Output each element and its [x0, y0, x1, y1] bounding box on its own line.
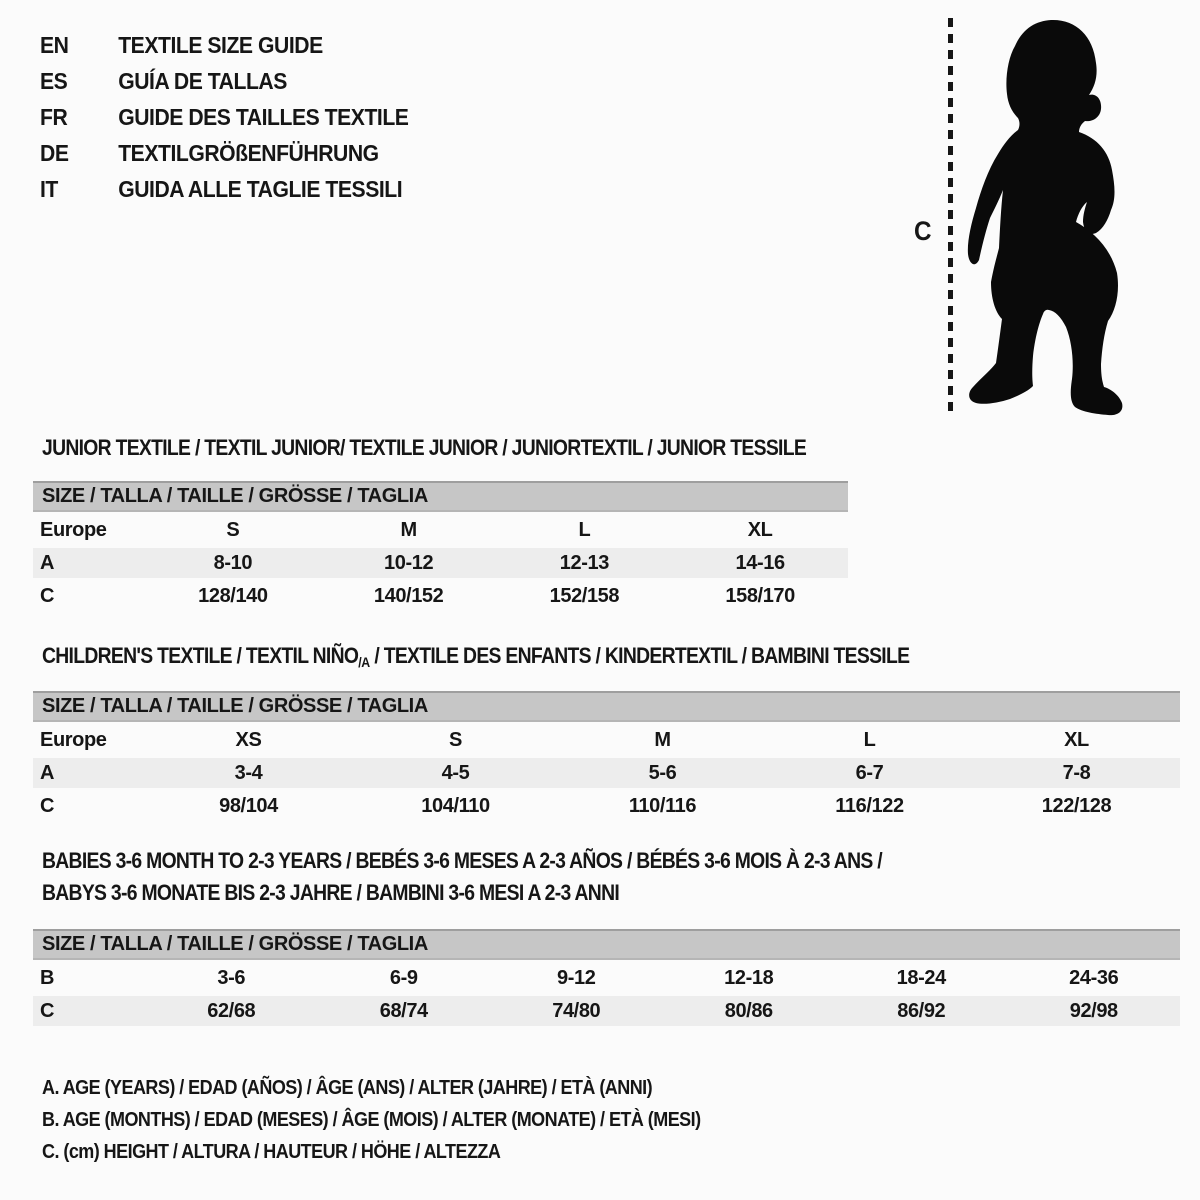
table-row [33, 515, 848, 545]
legend-line-b: B. AGE (MONTHS) / EDAD (MESES) / ÂGE (MOIS) / ALTER (MONATE) / ETÀ (MESI) [42, 1108, 701, 1131]
language-row [40, 171, 408, 207]
table-row [33, 581, 848, 611]
language-code: IT [40, 175, 58, 202]
size-cell: 68/74 [379, 999, 428, 1022]
section-title-children-prefix: CHILDREN'S TEXTILE / TEXTIL NIÑO [42, 643, 359, 668]
language-label: TEXTILGRÖßENFÜHRUNG [118, 139, 379, 166]
size-cell: 4-5 [441, 761, 470, 784]
size-cell: 140/152 [373, 584, 444, 607]
size-cell: 122/128 [1041, 794, 1112, 817]
section-title-children [42, 643, 909, 669]
size-header-band: SIZE / TALLA / TAILLE / GRÖSSE / TAGLIA [33, 929, 1180, 960]
size-cell: S [226, 518, 240, 541]
table-row [33, 963, 1180, 993]
height-marker-label: C [914, 216, 932, 246]
size-cell: 12-18 [724, 966, 774, 989]
size-header-band: SIZE / TALLA / TAILLE / GRÖSSE / TAGLIA [33, 481, 848, 512]
size-cell: 74/80 [552, 999, 601, 1022]
baby-silhouette-icon [956, 18, 1138, 420]
language-label: GUIDE DES TAILLES TEXTILE [118, 103, 409, 130]
row-label: Europe [40, 518, 107, 541]
language-row [40, 99, 408, 135]
section-title-babies-line1: BABIES 3-6 MONTH TO 2-3 YEARS / BEBÉS 3-6 MESES A 2-3 AÑOS / BÉBÉS 3-6 MOIS À 2-3 ANS / [42, 848, 882, 873]
size-cell: M [400, 518, 417, 541]
size-table-children [33, 691, 1180, 821]
section-title-children-suffix: / TEXTILE DES ENFANTS / KINDERTEXTIL / BAMBINI TESSILE [369, 643, 910, 668]
language-code: EN [40, 31, 69, 58]
size-cell: 3-4 [234, 761, 263, 784]
size-cell: XS [235, 728, 262, 751]
size-cell: 80/86 [724, 999, 773, 1022]
size-cell: 86/92 [897, 999, 946, 1022]
size-cell: 7-8 [1062, 761, 1091, 784]
size-cell: 128/140 [198, 584, 268, 607]
size-table-babies [33, 929, 1180, 1026]
language-code: FR [40, 103, 68, 130]
section-title-junior: JUNIOR TEXTILE / TEXTIL JUNIOR/ TEXTILE JUNIOR / JUNIORTEXTIL / JUNIOR TESSILE [42, 435, 807, 460]
size-cell: XL [1064, 728, 1089, 751]
language-label: GUIDA ALLE TAGLIE TESSILI [118, 175, 403, 202]
language-label: TEXTILE SIZE GUIDE [118, 31, 323, 58]
size-cell: 6-9 [389, 966, 418, 989]
size-table-junior [33, 481, 848, 611]
legend-line-a: A. AGE (YEARS) / EDAD (AÑOS) / ÂGE (ANS) / ALTER (JAHRE) / ETÀ (ANNI) [42, 1076, 653, 1099]
row-label: C [40, 794, 55, 817]
size-cell: 3-6 [217, 966, 246, 989]
size-cell: L [863, 728, 876, 751]
section-title-children-subscript: /A [358, 654, 370, 670]
table-row [33, 725, 1180, 755]
table-row [33, 758, 1180, 788]
size-cell: 8-10 [213, 551, 253, 574]
size-cell: 158/170 [725, 584, 795, 607]
size-cell: 18-24 [896, 966, 946, 989]
language-row [40, 135, 408, 171]
size-cell: 5-6 [648, 761, 677, 784]
row-label: A [40, 551, 55, 574]
size-cell: 116/122 [835, 794, 904, 817]
row-label: C [40, 999, 55, 1022]
size-cell: 104/110 [421, 794, 490, 817]
size-cell: 10-12 [384, 551, 434, 574]
size-cell: 98/104 [219, 794, 278, 817]
size-cell: 14-16 [735, 551, 785, 574]
legend-line-c: C. (cm) HEIGHT / ALTURA / HAUTEUR / HÖHE / ALTEZZA [42, 1140, 501, 1163]
size-cell: 9-12 [557, 966, 596, 989]
section-title-babies-line2: BABYS 3-6 MONATE BIS 2-3 JAHRE / BAMBINI 3-6 MESI A 2-3 ANNI [42, 880, 620, 905]
language-row [40, 63, 408, 99]
row-label: A [40, 761, 55, 784]
row-label: C [40, 584, 55, 607]
size-cell: 152/158 [549, 584, 620, 607]
size-cell: 92/98 [1069, 999, 1118, 1022]
language-list [40, 27, 441, 207]
size-cell: XL [747, 518, 773, 541]
baby-silhouette [956, 18, 1138, 420]
size-cell: 12-13 [559, 551, 609, 574]
row-label: B [40, 966, 55, 989]
legend [42, 1072, 774, 1168]
size-cell: 24-36 [1069, 966, 1119, 989]
size-cell: 110/116 [628, 794, 697, 817]
language-label: GUÍA DE TALLAS [118, 67, 287, 94]
table-row [33, 548, 848, 578]
language-code: DE [40, 139, 69, 166]
size-cell: S [449, 728, 462, 751]
size-cell: M [654, 728, 671, 751]
height-dashed-line [948, 18, 953, 416]
language-row [40, 27, 408, 63]
size-header-band: SIZE / TALLA / TAILLE / GRÖSSE / TAGLIA [33, 691, 1180, 722]
table-row [33, 791, 1180, 821]
size-cell: L [578, 518, 591, 541]
size-cell: 62/68 [207, 999, 256, 1022]
size-cell: 6-7 [855, 761, 884, 784]
table-row [33, 996, 1180, 1026]
language-code: ES [40, 67, 68, 94]
row-label: Europe [40, 728, 107, 751]
